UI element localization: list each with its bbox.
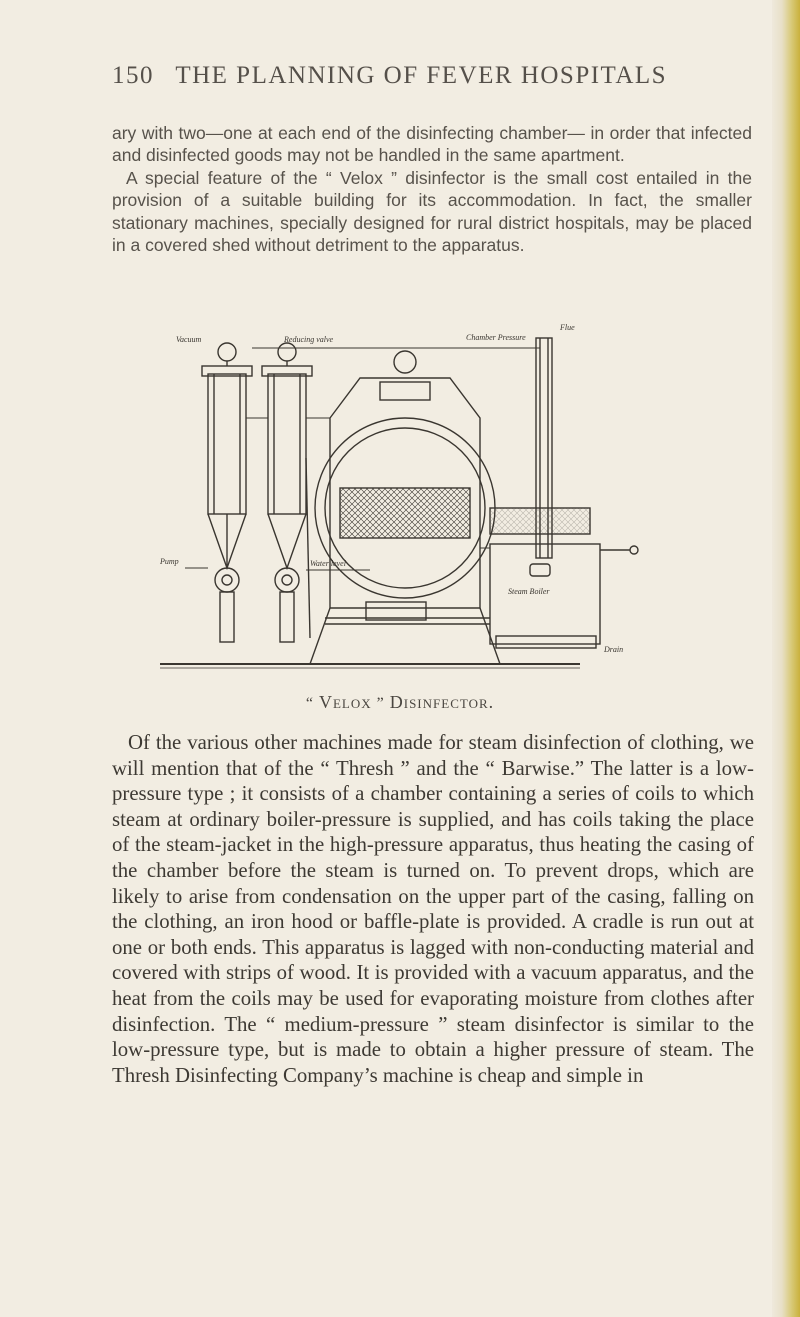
caption-brand: Velox xyxy=(318,692,372,712)
intro-paragraph xyxy=(112,122,752,256)
paragraph-line: ary with two—one at each end of the disinfecting chamber— in order that infected and disinfected goods may not be handled in the same apartment. xyxy=(112,123,752,166)
disinfecting-chamber xyxy=(310,351,500,664)
reducing-valve-cylinder xyxy=(262,343,312,642)
caption-rest: Disinfector. xyxy=(389,692,495,712)
body-text: Of the various other machines made for steam disinfection of clothing, we will mention that of the “ Thresh ” and the “ Barwise.” The latter is a low-pressure type ; it consists of a chamber containing a series of coils to which steam at ordinary boiler-pressure is supplied, and has coils taking the place of the steam-jacket in the high-pressure apparatus, thus heating the casing of the chamber before the steam is turned on. To prevent drops, which are likely to arise from condensation on the upper part of the casing, falling on the clothing, an iron hood or baffle-plate is provided. A cradle is run out at one or both ends. This apparatus is lagged with non-conducting material and covered with strips of wood. It is provided with a vacuum apparatus, and the heat from the coils may be used for evaporating moisture from clothes after disinfection. The “ medium-pressure ” steam disinfector is similar to the low-pressure type, but is made to obtain a higher pressure of steam. The Thresh Disinfecting Company’s machine is cheap and simple in xyxy=(112,731,754,1087)
caption-close-quote: ” xyxy=(376,695,385,712)
figure-caption xyxy=(0,692,800,713)
vacuum-cylinder xyxy=(202,343,252,642)
running-header xyxy=(112,62,752,90)
page-edge xyxy=(772,0,800,1317)
label-steam-boiler: Steam Boiler xyxy=(508,587,550,596)
running-title: THE PLANNING OF FEVER HOSPITALS xyxy=(175,62,668,89)
label-chamber-pressure: Chamber Pressure xyxy=(466,333,526,342)
paragraph-line: A special feature of the “ Velox ” disinfector is the small cost entailed in the provision of a suitable building for its accommodation. In fact, the smaller stationary machines, specially designed for rural district hospitals, may be placed in a covered shed without detriment to the apparatus. xyxy=(112,167,752,256)
label-reducing-valve: Reducing valve xyxy=(284,335,334,344)
label-vacuum: Vacuum xyxy=(176,335,202,344)
label-drain: Drain xyxy=(604,645,624,654)
label-flue: Flue xyxy=(560,323,575,332)
page-number: 150 xyxy=(112,62,154,89)
body-paragraph xyxy=(112,730,754,1088)
label-pump: Pump xyxy=(160,557,179,566)
steam-boiler xyxy=(490,338,638,648)
label-water-level: Water level xyxy=(310,559,346,568)
velox-disinfector-diagram xyxy=(160,318,680,688)
caption-open-quote: “ xyxy=(305,695,314,712)
